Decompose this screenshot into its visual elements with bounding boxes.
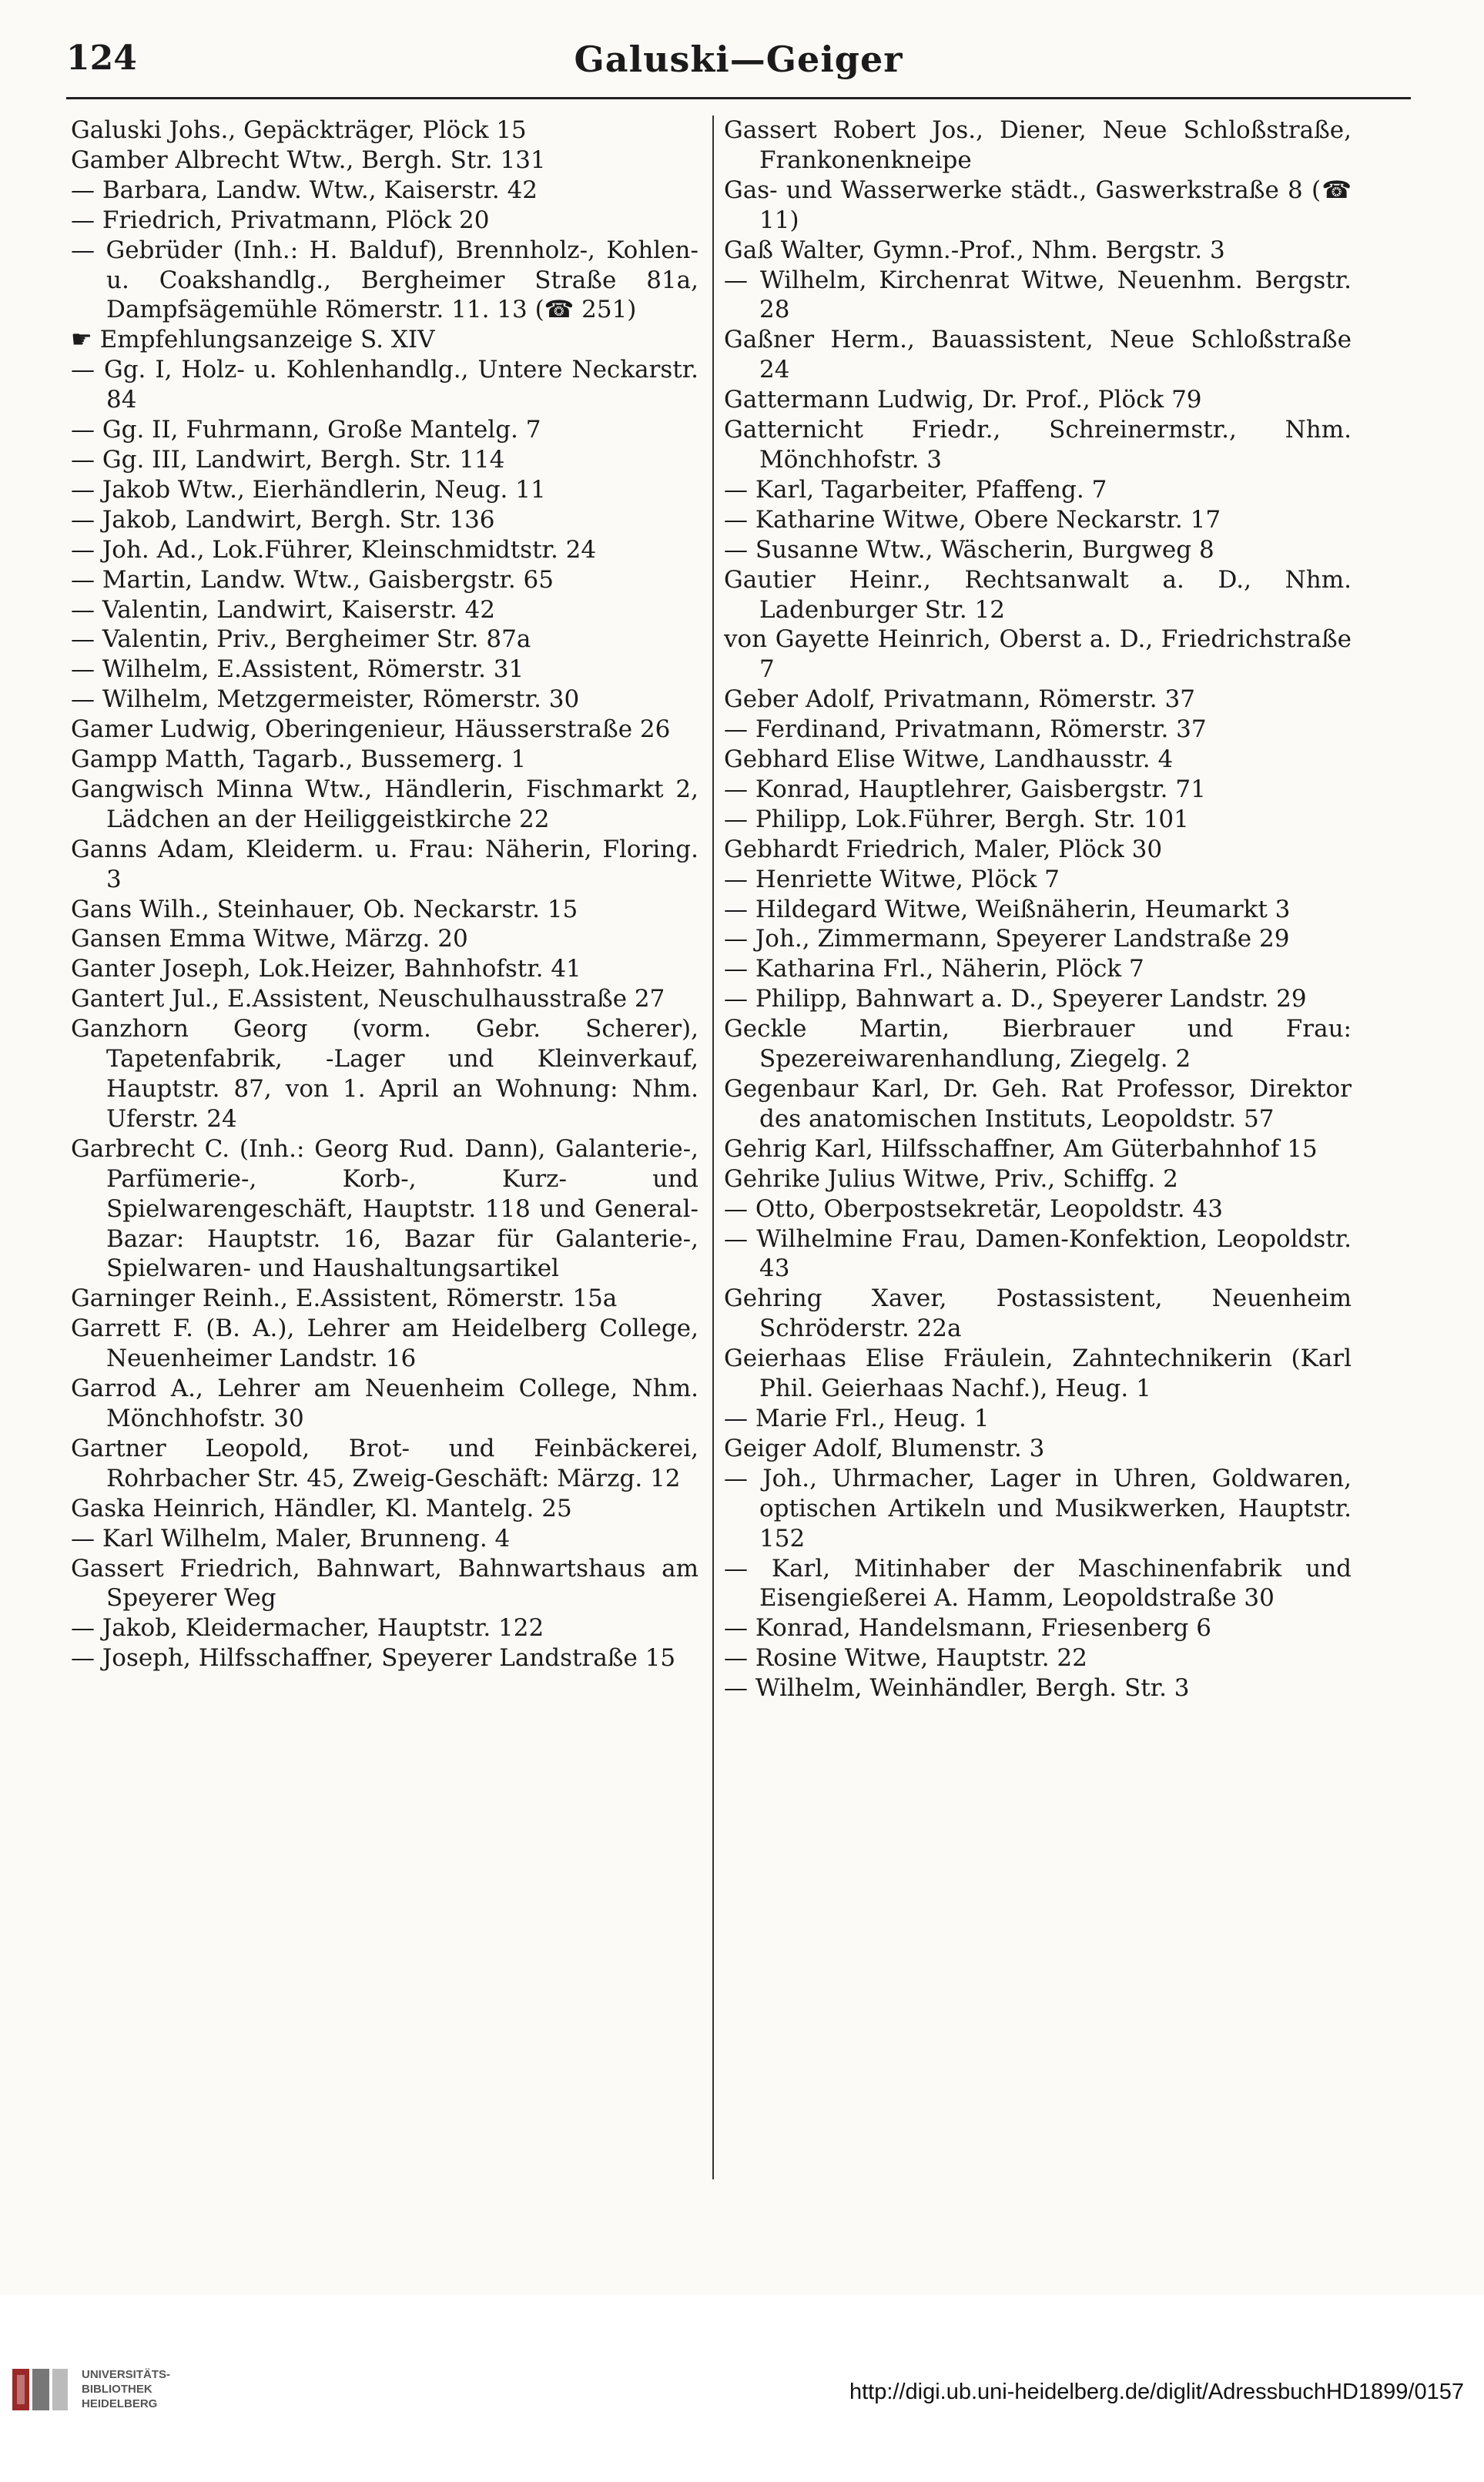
directory-entry: Gattermann Ludwig, Dr. Prof., Plöck 79 <box>724 386 1202 414</box>
directory-entry: — Karl Wilhelm, Maler, Brunneng. 4 <box>71 1524 511 1553</box>
directory-entry: Gamer Ludwig, Oberingenieur, Häusserstraße 26 <box>71 715 671 744</box>
directory-entry: Gas- und Wasserwerke städt., Gaswerkstraße 8 (☎ 11) <box>724 176 1352 234</box>
directory-entry: Gehring Xaver, Postassistent, Neuenheim Schröderstr. 22a <box>724 1285 1352 1343</box>
directory-entry: — Henriette Witwe, Plöck 7 <box>724 865 1060 893</box>
directory-entry: — Rosine Witwe, Hauptstr. 22 <box>724 1644 1087 1673</box>
directory-entry: — Valentin, Landwirt, Kaiserstr. 42 <box>71 595 496 624</box>
directory-entry: — Philipp, Bahnwart a. D., Speyerer Landstr. 29 <box>724 985 1307 1013</box>
directory-entry: Gamber Albrecht Wtw., Bergh. Str. 131 <box>71 146 546 174</box>
directory-entry: Geber Adolf, Privatmann, Römerstr. 37 <box>724 685 1195 714</box>
directory-entry: ☛ Empfehlungsanzeige S. XIV <box>71 326 435 354</box>
directory-entry: — Ferdinand, Privatmann, Römerstr. 37 <box>724 715 1207 744</box>
directory-entry: Gautier Heinr., Rechtsanwalt a. D., Nhm. Ladenburger Str. 12 <box>724 565 1352 624</box>
directory-entry: Gatternicht Friedr., Schreinermstr., Nhm. Mönchhofstr. 3 <box>724 416 1352 474</box>
directory-entry: — Jakob Wtw., Eierhändlerin, Neug. 11 <box>71 475 546 504</box>
directory-entry: Gansen Emma Witwe, Märzg. 20 <box>71 925 468 953</box>
directory-entry: — Susanne Wtw., Wäscherin, Burgweg 8 <box>724 535 1214 564</box>
directory-entry: Garninger Reinh., E.Assistent, Römerstr. 15a <box>71 1285 618 1313</box>
directory-entry: — Marie Frl., Heug. 1 <box>724 1404 990 1432</box>
directory-entry: Gehrig Karl, Hilfsschaffner, Am Güterbahnhof 15 <box>724 1134 1318 1163</box>
directory-entry: — Wilhelm, E.Assistent, Römerstr. 31 <box>71 655 524 684</box>
directory-entry: — Otto, Oberpostsekretär, Leopoldstr. 43 <box>724 1194 1223 1223</box>
directory-entry: Gaska Heinrich, Händler, Kl. Mantelg. 25 <box>71 1494 572 1522</box>
directory-entry: Gaß Walter, Gymn.-Prof., Nhm. Bergstr. 3 <box>724 236 1225 264</box>
directory-entry: Gebhard Elise Witwe, Landhausstr. 4 <box>724 745 1174 774</box>
directory-entry: Gantert Jul., E.Assistent, Neuschulhausstraße 27 <box>71 985 665 1013</box>
header-rule <box>66 97 1411 99</box>
directory-entry: — Katharina Frl., Näherin, Plöck 7 <box>724 955 1144 983</box>
directory-entry: — Konrad, Hauptlehrer, Gaisbergstr. 71 <box>724 775 1206 803</box>
library-name <box>82 2367 170 2411</box>
directory-entry: — Wilhelm, Kirchenrat Witwe, Neuenhm. Bergstr. 28 <box>724 266 1352 324</box>
library-name-line: HEIDELBERG <box>82 2397 158 2410</box>
library-seal-icon <box>11 2367 69 2412</box>
footer <box>0 2295 1484 2482</box>
directory-entry: — Wilhelm, Weinhändler, Bergh. Str. 3 <box>724 1674 1190 1703</box>
directory-entry: — Valentin, Priv., Bergheimer Str. 87a <box>71 625 531 654</box>
directory-entry: Ganzhorn Georg (vorm. Gebr. Scherer), Tapetenfabrik, -Lager und Kleinverkauf, Hauptstr. 87, von 1. April an Wohnung: Nhm. Uferstr. 24 <box>71 1015 698 1133</box>
directory-entry: — Karl, Tagarbeiter, Pfaffeng. 7 <box>724 475 1107 504</box>
directory-entry: Geckle Martin, Bierbrauer und Frau: Spezereiwarenhandlung, Ziegelg. 2 <box>724 1015 1352 1074</box>
directory-entry: Garrett F. (B. A.), Lehrer am Heidelberg College, Neuenheimer Landstr. 16 <box>71 1315 698 1373</box>
library-name-line: BIBLIOTHEK <box>82 2383 152 2396</box>
directory-entry: Geierhaas Elise Fräulein, Zahntechnikerin (Karl Phil. Geierhaas Nachf.), Heug. 1 <box>724 1345 1352 1403</box>
directory-entry: — Joh., Zimmermann, Speyerer Landstraße 29 <box>724 925 1290 953</box>
directory-entry: — Wilhelm, Metzgermeister, Römerstr. 30 <box>71 685 580 714</box>
directory-entry: Geiger Adolf, Blumenstr. 3 <box>724 1434 1045 1462</box>
directory-entry: — Jakob, Kleidermacher, Hauptstr. 122 <box>71 1614 544 1643</box>
directory-entry: — Friedrich, Privatmann, Plöck 20 <box>71 206 490 234</box>
library-logo[interactable] <box>11 2363 203 2417</box>
directory-entry: Garrod A., Lehrer am Neuenheim College, Nhm. Mönchhofstr. 30 <box>71 1375 698 1432</box>
page-header <box>66 35 1411 89</box>
directory-entry: — Barbara, Landw. Wtw., Kaiserstr. 42 <box>71 176 538 204</box>
directory-entry: Gans Wilh., Steinhauer, Ob. Neckarstr. 15 <box>71 895 578 923</box>
column-divider <box>712 116 714 2179</box>
directory-entry: — Jakob, Landwirt, Bergh. Str. 136 <box>71 505 495 534</box>
library-name-line: UNIVERSITÄTS- <box>82 2368 171 2381</box>
directory-entry: Gartner Leopold, Brot- und Feinbäckerei, Rohrbacher Str. 45, Zweig-Geschäft: Märzg. 12 <box>71 1434 698 1492</box>
directory-entry: Gangwisch Minna Wtw., Händlerin, Fischmarkt 2, Lädchen an der Heiliggeistkirche 22 <box>71 775 698 833</box>
directory-entry: — Gebrüder (Inh.: H. Balduf), Brennholz-, Kohlen- u. Coakshandlg., Bergheimer Straße 81a, Dampfsägemühle Römerstr. 11. 13 (☎ 251) <box>71 236 698 324</box>
left-column <box>71 116 698 2241</box>
directory-entry: von Gayette Heinrich, Oberst a. D., Friedrichstraße 7 <box>724 625 1352 684</box>
page-number: 124 <box>66 39 137 78</box>
directory-entry: — Konrad, Handelsmann, Friesenberg 6 <box>724 1614 1211 1643</box>
directory-entry: — Wilhelmine Frau, Damen-Konfektion, Leopoldstr. 43 <box>724 1224 1352 1283</box>
directory-entry: Gaßner Herm., Bauassistent, Neue Schloßstraße 24 <box>724 326 1352 384</box>
directory-entry: — Martin, Landw. Wtw., Gaisbergstr. 65 <box>71 565 554 594</box>
directory-entry: — Joh., Uhrmacher, Lager in Uhren, Goldwaren, optischen Artikeln und Musikwerken, Hauptstr. 152 <box>724 1464 1352 1553</box>
directory-entry: Garbrecht C. (Inh.: Georg Rud. Dann), Galanterie-, Parfümerie-, Korb-, Kurz- und Spielwarengeschäft, Hauptstr. 118 und General-Bazar: Hauptstr. 16, Bazar für Galanterie-, Spielwaren- und Haushaltungsartikel <box>71 1134 698 1283</box>
directory-entry: — Katharine Witwe, Obere Neckarstr. 17 <box>724 505 1221 534</box>
directory-entry: Gassert Friedrich, Bahnwart, Bahnwartshaus am Speyerer Weg <box>71 1554 698 1613</box>
source-url[interactable]: http://digi.ub.uni-heidelberg.de/diglit/AdressbuchHD1899/0157 <box>849 2380 1464 2404</box>
directory-entry: — Philipp, Lok.Führer, Bergh. Str. 101 <box>724 805 1189 833</box>
directory-entry: Gassert Robert Jos., Diener, Neue Schloßstraße, Frankonenkneipe <box>724 116 1352 174</box>
directory-entry: — Gg. I, Holz- u. Kohlenhandlg., Untere Neckarstr. 84 <box>71 356 698 414</box>
directory-entry: Gehrike Julius Witwe, Priv., Schiffg. 2 <box>724 1164 1178 1193</box>
running-head: Galuski—Geiger <box>574 39 903 80</box>
directory-entry: Ganns Adam, Kleiderm. u. Frau: Näherin, Floring. 3 <box>71 835 698 893</box>
right-column <box>724 116 1352 2241</box>
directory-entry: — Joh. Ad., Lok.Führer, Kleinschmidtstr. 24 <box>71 535 597 564</box>
directory-entry: — Gg. II, Fuhrmann, Große Mantelg. 7 <box>71 416 541 444</box>
directory-entry: — Hildegard Witwe, Weißnäherin, Heumarkt 3 <box>724 895 1291 923</box>
directory-entry: Galuski Johs., Gepäckträger, Plöck 15 <box>71 116 527 144</box>
directory-entry: — Gg. III, Landwirt, Bergh. Str. 114 <box>71 445 505 474</box>
directory-entry: — Joseph, Hilfsschaffner, Speyerer Landstraße 15 <box>71 1644 676 1673</box>
directory-entry: Gebhardt Friedrich, Maler, Plöck 30 <box>724 835 1163 863</box>
directory-entry: — Karl, Mitinhaber der Maschinenfabrik und Eisengießerei A. Hamm, Leopoldstraße 30 <box>724 1554 1352 1613</box>
directory-entry: Gegenbaur Karl, Dr. Geh. Rat Professor, Direktor des anatomischen Instituts, Leopoldstr. 57 <box>724 1075 1352 1133</box>
directory-entry: Ganter Joseph, Lok.Heizer, Bahnhofstr. 41 <box>71 955 581 983</box>
directory-entry: Gampp Matth, Tagarb., Bussemerg. 1 <box>71 745 527 774</box>
